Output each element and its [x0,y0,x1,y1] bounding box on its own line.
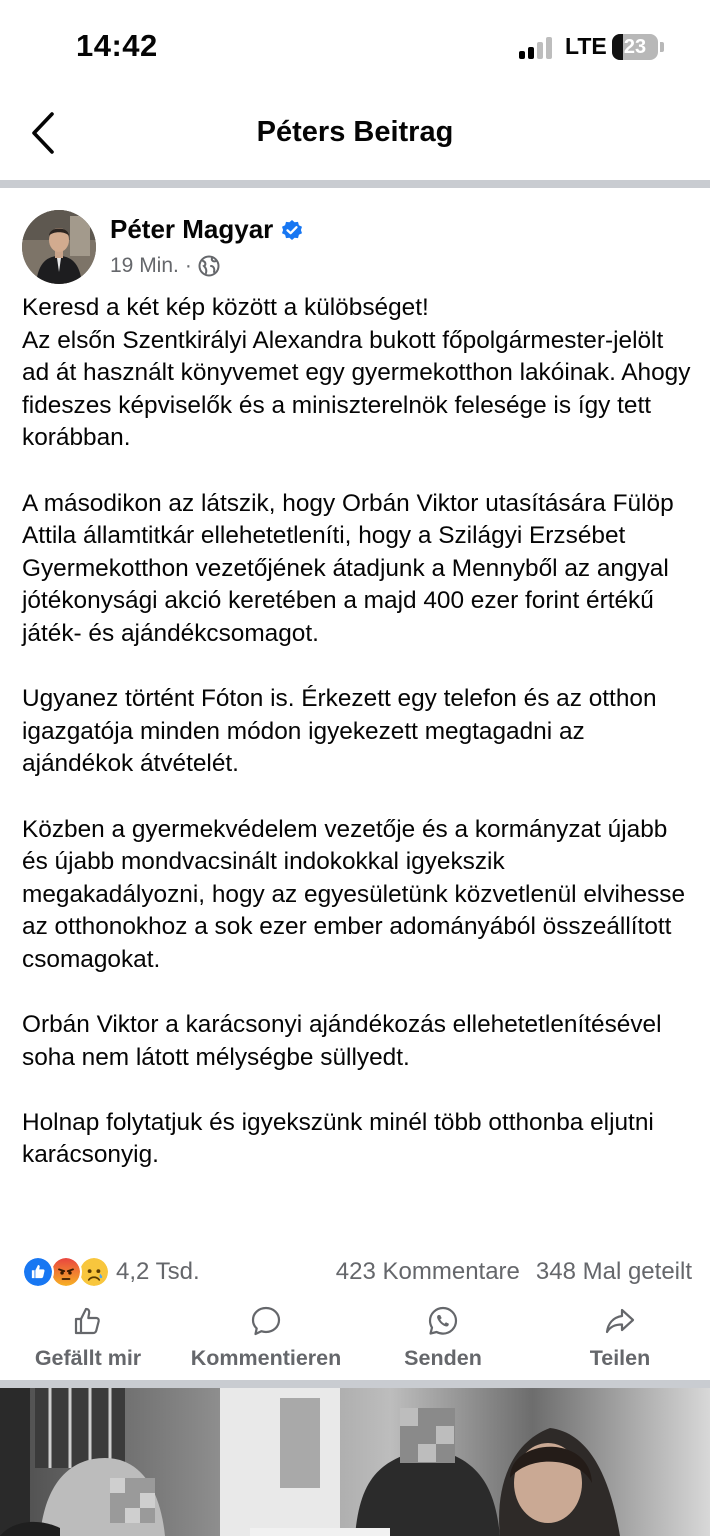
comment-button-label: Kommentieren [190,1346,342,1370]
thumbs-up-icon [72,1305,104,1337]
send-button-label: Senden [404,1346,482,1370]
post-photo-preview [0,1388,710,1536]
share-button[interactable] [580,1305,660,1371]
network-type: LTE [565,33,607,59]
post-paragraph: Holnap folytatjuk és igyekszünk minél több otthonba eljutni karácsonyig. [22,1108,654,1169]
battery-level: 23 [623,36,647,58]
post-paragraph: Ugyanez történt Fóton is. Érkezett egy telefon és az otthon igazgatója minden módon igyekezett megtagadni az ajándékok átvételét. [22,685,657,778]
share-arrow-icon [604,1305,636,1337]
nav-header [0,90,710,180]
whatsapp-icon [427,1305,459,1337]
post-action-bar [0,1305,710,1380]
post-paragraph: Keresd a két kép között a külöbséget! Az elsőn Szentkirályi Alexandra bukott főpolgármester-jelölt ad át használt könyvemet egy gyermekotthon lakóinak. Ahogy fideszes képviselők és a miniszterelnök felesége is így tett korábban. [22,294,691,452]
status-bar [0,0,710,90]
comments-count[interactable]: 423 Kommentare [335,1258,520,1285]
like-button[interactable] [28,1305,148,1371]
reaction-icons[interactable] [22,1256,114,1288]
post-header [22,206,692,286]
post-time[interactable]: 19 Min. [110,254,179,277]
author-row [110,214,304,245]
comment-bubble-icon [250,1305,282,1337]
like-reaction-icon [22,1256,54,1288]
verified-badge-icon [280,218,304,242]
reactions-count[interactable]: 4,2 Tsd. [116,1258,200,1285]
angry-reaction-icon [50,1256,82,1288]
battery-tip [660,42,664,52]
avatar[interactable] [22,210,96,284]
page-title: Péters Beitrag [256,116,454,148]
post-divider [0,1380,710,1388]
shares-count[interactable]: 348 Mal geteilt [535,1258,692,1285]
post-paragraph: Orbán Viktor a karácsonyi ajándékozás ellehetetlenítésével soha nem látott mélységbe süllyedt. [22,1011,662,1071]
avatar-photo [22,210,96,284]
post-paragraph: A másodikon az látszik, hogy Orbán Viktor utasítására Fülöp Attila államtitkár ellehetetleníti, hogy a Szilágyi Erzsébet Gyermekotthon vezetőjének átadjunk a Mennyből az angyal jótékonysági akció keretében a majd 400 ezer forint értékű játék- és ajándékcsomagot. [22,489,674,647]
post-text [22,292,694,1205]
post-photos[interactable] [0,1388,710,1536]
battery-icon [612,34,658,60]
globe-icon [198,255,220,277]
comment-button[interactable] [180,1305,352,1371]
signal-strength-icon [519,37,555,59]
post-meta [110,254,220,278]
author-name[interactable]: Péter Magyar [110,214,274,244]
share-button-label: Teilen [589,1346,651,1370]
meta-separator: · [184,254,192,277]
send-button[interactable] [393,1305,493,1371]
engagement-summary [22,1253,692,1291]
status-time: 14:42 [76,28,158,63]
sad-reaction-icon [78,1256,110,1288]
like-button-label: Gefällt mir [34,1346,142,1370]
post-paragraph: Közben a gyermekvédelem vezetője és a kormányzat újabb és újabb mondvacsinált indokokkal igyekszik megakadályozni, hogy az egyesületünk közvetlenül elvihesse az otthonokhoz a sok ezer ember adományából összeállított csomagokat. [22,815,686,973]
header-divider [0,180,710,188]
